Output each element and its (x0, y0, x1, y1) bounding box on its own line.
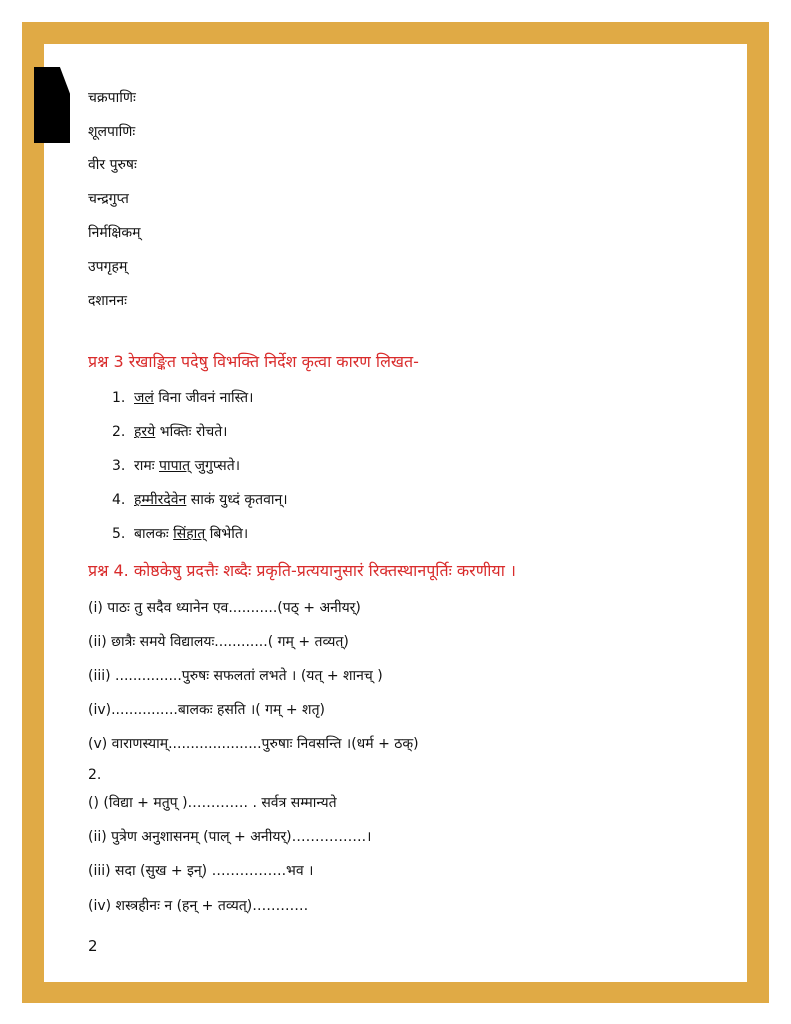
section-2-item: (ii) पुत्रेण अनुशासनम् (पाल् + अनीयर्)…………….। (88, 829, 372, 845)
sentence-pre: बालकः (134, 526, 174, 542)
underlined-word: सिंहात् (173, 526, 206, 542)
underlined-word: हरये (134, 424, 156, 440)
q3-item (112, 491, 288, 509)
sentence-rest: विना जीवनं नास्ति। (153, 390, 254, 406)
item-number: 5. (112, 526, 126, 542)
item-number: 2. (112, 424, 126, 440)
compound-word: दशाननः (88, 293, 127, 309)
section-2-item: (iii) सदा (सुख + इन्) …………….भव । (88, 863, 314, 879)
item-number: 4. (112, 492, 126, 508)
q3-item (112, 457, 240, 475)
q4-item: (ii) छात्रैः समये विद्यालयः............( गम् + तव्यत्) (88, 634, 349, 650)
compound-word: शूलपाणिः (88, 124, 136, 140)
question-4-heading: प्रश्न 4. कोष्ठकेषु प्रदत्तैः शब्दैः प्रकृति-प्रत्ययानुसारं रिक्तस्थानपूर्तिः करणीया । (88, 561, 516, 580)
underlined-word: पापात् (159, 458, 191, 474)
q3-item (112, 389, 253, 407)
q4-item: (iii) ...............पुरुषः सफलतां लभते । (यत् + शानच् ) (88, 668, 383, 684)
compound-word: चक्रपाणिः (88, 90, 136, 106)
q4-item: (v) वाराणस्याम्.....................पुरुषाः निवसन्ति ।(धर्म + ठक्) (88, 736, 419, 752)
underlined-word: जलं (134, 390, 154, 406)
item-number: 3. (112, 458, 126, 474)
page-number: 2 (88, 937, 98, 955)
underlined-word: हम्मीरदेवेन (134, 492, 187, 508)
question-3-heading: प्रश्न 3 रेखाङ्कित पदेषु विभक्ति निर्देश कृत्वा कारण लिखत- (88, 352, 419, 371)
q4-item: (iv)...............बालकः हसति ।( गम् + शतृ) (88, 702, 326, 718)
compound-word: चन्द्रगुप्त (88, 191, 129, 207)
section-2-item: () (विद्या + मतुप् )…………. . सर्वत्र सम्मान्यते (88, 795, 337, 811)
section-2-item: (iv) शस्त्रहीनः न (हन् + तव्यत्)………… (88, 898, 309, 914)
sentence-rest: जुगुप्सते। (190, 458, 241, 474)
q3-item (112, 423, 228, 441)
compound-word: निर्मक्षिकम् (88, 225, 141, 241)
q4-item: (i) पाठः तु सदैव ध्यानेन एव...........(पठ् + अनीयर्) (88, 600, 361, 616)
sentence-pre: रामः (134, 458, 160, 474)
compound-word: उपगृहम् (88, 259, 128, 275)
q3-item (112, 525, 248, 543)
sentence-rest: साकं युध्दं कृतवान्। (186, 492, 288, 508)
item-number: 1. (112, 390, 126, 406)
compound-word: वीर पुरुषः (88, 157, 137, 173)
section-2-label: 2. (88, 767, 102, 783)
sentence-rest: बिभेति। (205, 526, 249, 542)
sentence-rest: भक्तिः रोचते। (155, 424, 228, 440)
